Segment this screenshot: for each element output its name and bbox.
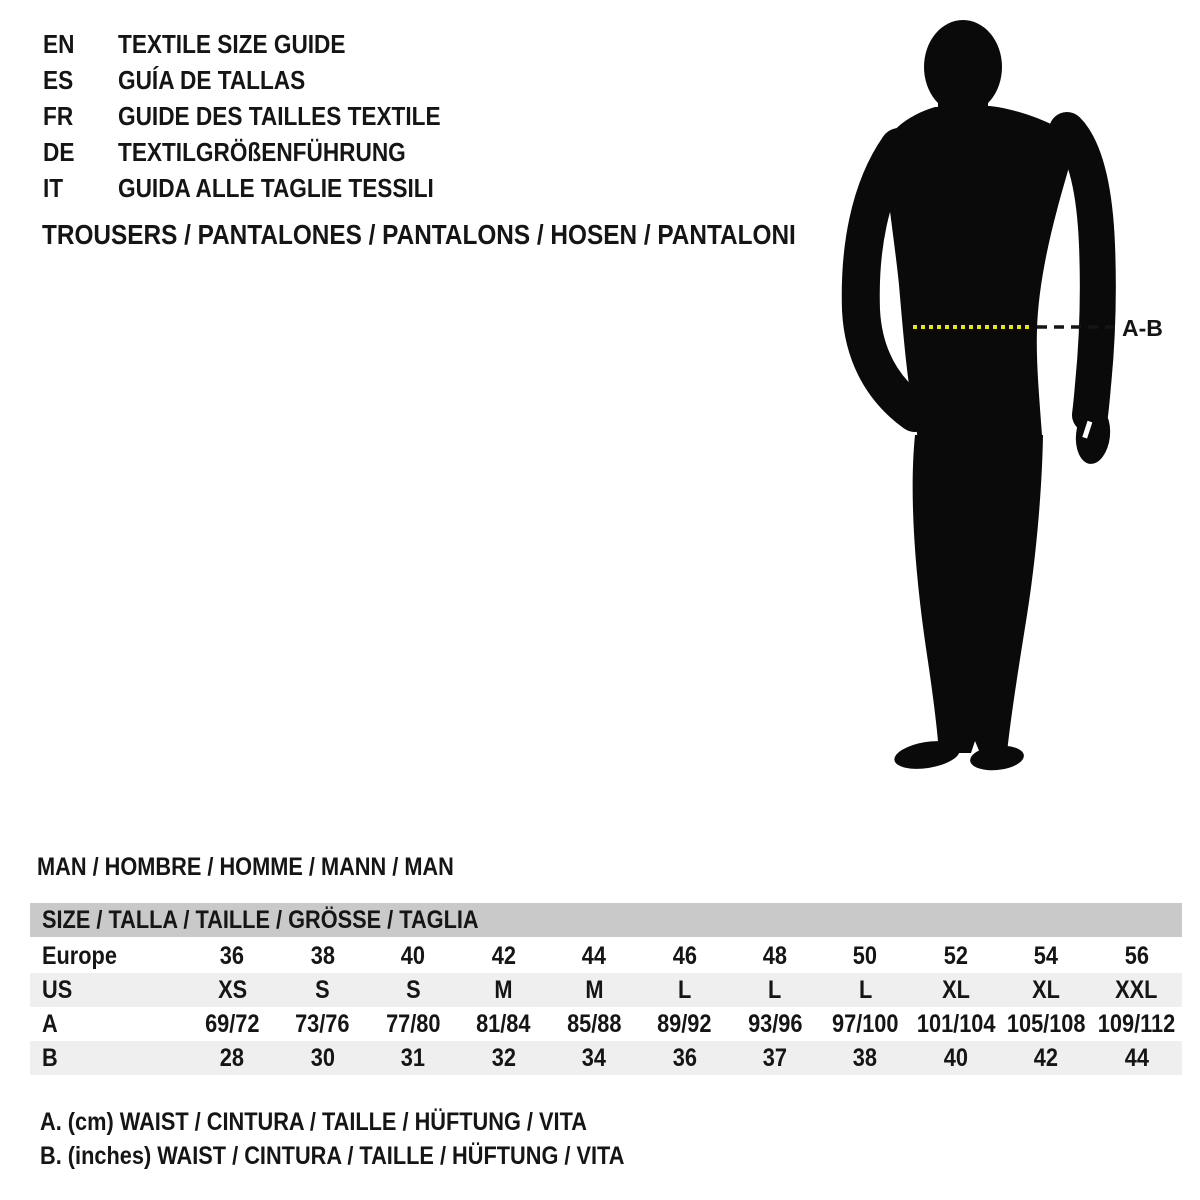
size-cell: 38 — [310, 942, 335, 970]
size-table — [30, 903, 1182, 1075]
size-cell: 28 — [220, 1044, 245, 1072]
size-cell: S — [315, 976, 330, 1004]
table-row-europe — [30, 939, 1182, 973]
size-cell: 56 — [1124, 942, 1149, 970]
size-cell: 48 — [762, 942, 788, 970]
size-cell: XXL — [1115, 976, 1158, 1004]
footnotes — [40, 1105, 712, 1173]
measurement-label: A-B — [1122, 315, 1163, 341]
size-cell: XS — [217, 976, 247, 1004]
size-cell: 105/108 — [1006, 1010, 1086, 1038]
lang-code: FR — [43, 101, 74, 131]
table-section-title: MAN / HOMBRE / HOMME / MANN / MAN — [37, 853, 454, 881]
lang-label: GUIDA ALLE TAGLIE TESSILI — [118, 173, 434, 203]
row-label: B — [42, 1044, 58, 1072]
size-cell: 44 — [581, 942, 607, 970]
size-cell: 93/96 — [747, 1010, 803, 1038]
right-arm-shape — [1067, 130, 1098, 415]
size-cell: 40 — [401, 942, 426, 970]
size-cell: 37 — [762, 1044, 788, 1072]
size-cell: S — [405, 976, 421, 1004]
size-cell: 77/80 — [385, 1010, 441, 1038]
size-cell: 44 — [1124, 1044, 1149, 1072]
size-cell: 36 — [220, 942, 245, 970]
size-cell: 50 — [853, 942, 878, 970]
row-label: A — [42, 1010, 58, 1038]
size-cell: 30 — [310, 1044, 335, 1072]
table-row-us — [30, 973, 1182, 1007]
size-cell: 109/112 — [1098, 1010, 1176, 1038]
size-cell: 101/104 — [916, 1010, 996, 1038]
size-cell: 38 — [853, 1044, 878, 1072]
row-label: Europe — [42, 942, 117, 970]
size-cell: 36 — [672, 1044, 697, 1072]
right-foot-shape — [969, 743, 1025, 773]
size-cell: 69/72 — [205, 1010, 260, 1038]
lang-code: IT — [43, 173, 64, 203]
row-label: US — [42, 976, 73, 1004]
size-table-header: SIZE / TALLA / TAILLE / GRÖSSE / TAGLIA — [30, 903, 1182, 937]
size-cell: M — [584, 976, 604, 1004]
lang-label: GUIDE DES TAILLES TEXTILE — [118, 101, 441, 131]
size-cell: 31 — [401, 1044, 426, 1072]
lang-row-en — [43, 26, 489, 62]
lang-label: GUÍA DE TALLAS — [118, 65, 306, 95]
size-cell: L — [858, 976, 873, 1004]
language-list — [43, 26, 489, 206]
lang-label: TEXTILE SIZE GUIDE — [118, 29, 346, 59]
lang-label: TEXTILGRÖßENFÜHRUNG — [118, 137, 406, 167]
table-row-a-cm — [30, 1007, 1182, 1041]
man-silhouette-figure — [835, 15, 1200, 780]
size-cell: 40 — [943, 1044, 968, 1072]
lang-row-it — [43, 170, 489, 206]
lang-code: ES — [43, 65, 74, 95]
size-cell: 73/76 — [295, 1010, 350, 1038]
size-cell: 32 — [491, 1044, 516, 1072]
legs-shape — [913, 435, 1043, 753]
size-cell: M — [494, 976, 513, 1004]
size-cell: 89/92 — [657, 1010, 712, 1038]
man-silhouette-svg — [835, 15, 1200, 780]
lang-row-de — [43, 134, 489, 170]
size-cell: L — [677, 976, 692, 1004]
size-cell: 52 — [943, 942, 968, 970]
size-cell: 81/84 — [476, 1010, 531, 1038]
size-cell: L — [768, 976, 782, 1004]
size-cell: 42 — [491, 942, 516, 970]
size-cell: XL — [1032, 976, 1061, 1004]
size-cell: 46 — [672, 942, 697, 970]
footnote-b: B. (inches) WAIST / CINTURA / TAILLE / HÜFTUNG / VITA — [40, 1142, 625, 1170]
size-cell: 42 — [1034, 1044, 1059, 1072]
size-cell: 97/100 — [832, 1010, 899, 1038]
size-cell: 54 — [1034, 942, 1059, 970]
lang-row-fr — [43, 98, 489, 134]
table-row-b-inches — [30, 1041, 1182, 1075]
lang-code: EN — [43, 29, 75, 59]
size-cell: 85/88 — [566, 1010, 622, 1038]
footnote-a: A. (cm) WAIST / CINTURA / TAILLE / HÜFTUNG / VITA — [40, 1108, 587, 1136]
category-title: TROUSERS / PANTALONES / PANTALONS / HOSEN / PANTALONI — [42, 219, 796, 250]
lang-row-es — [43, 62, 489, 98]
size-cell: XL — [941, 976, 970, 1004]
lang-code: DE — [43, 137, 75, 167]
size-cell: 34 — [581, 1044, 607, 1072]
